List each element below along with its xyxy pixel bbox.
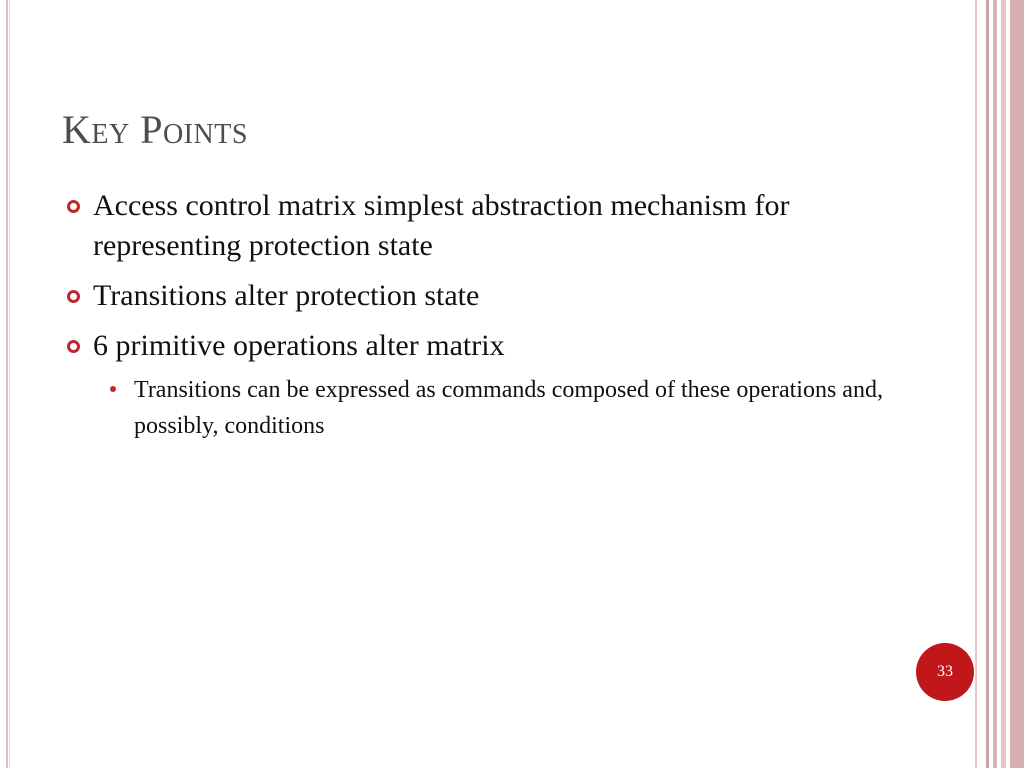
right-decor-bar [986, 0, 989, 768]
page-number: 33 [937, 663, 953, 680]
ring-bullet-icon [67, 200, 80, 213]
bullet-item [64, 186, 884, 266]
bullet-item [64, 326, 884, 366]
ring-bullet-icon [67, 340, 80, 353]
page-number-badge [916, 643, 974, 701]
bullet-item [64, 276, 884, 316]
bullet-text: 6 primitive operations alter matrix [93, 329, 505, 362]
left-border-line-inner [9, 0, 10, 768]
right-decor-bar [975, 0, 977, 768]
sub-bullet-text: Transitions can be expressed as commands composed of these operations and, possibly, conditions [134, 377, 883, 439]
bullet-text: Transitions alter protection state [93, 279, 480, 312]
right-decor-bar [993, 0, 997, 768]
left-border-line [6, 0, 8, 768]
right-decor-bar [1001, 0, 1006, 768]
ring-bullet-icon [67, 290, 80, 303]
dot-bullet-icon [110, 386, 116, 392]
right-decor-bar [1010, 0, 1024, 768]
bullet-text: Access control matrix simplest abstraction mechanism for representing protection state [93, 189, 790, 262]
sub-bullet-item [104, 372, 884, 444]
slide-content [64, 186, 884, 444]
slide-title: Key Points [62, 107, 248, 152]
